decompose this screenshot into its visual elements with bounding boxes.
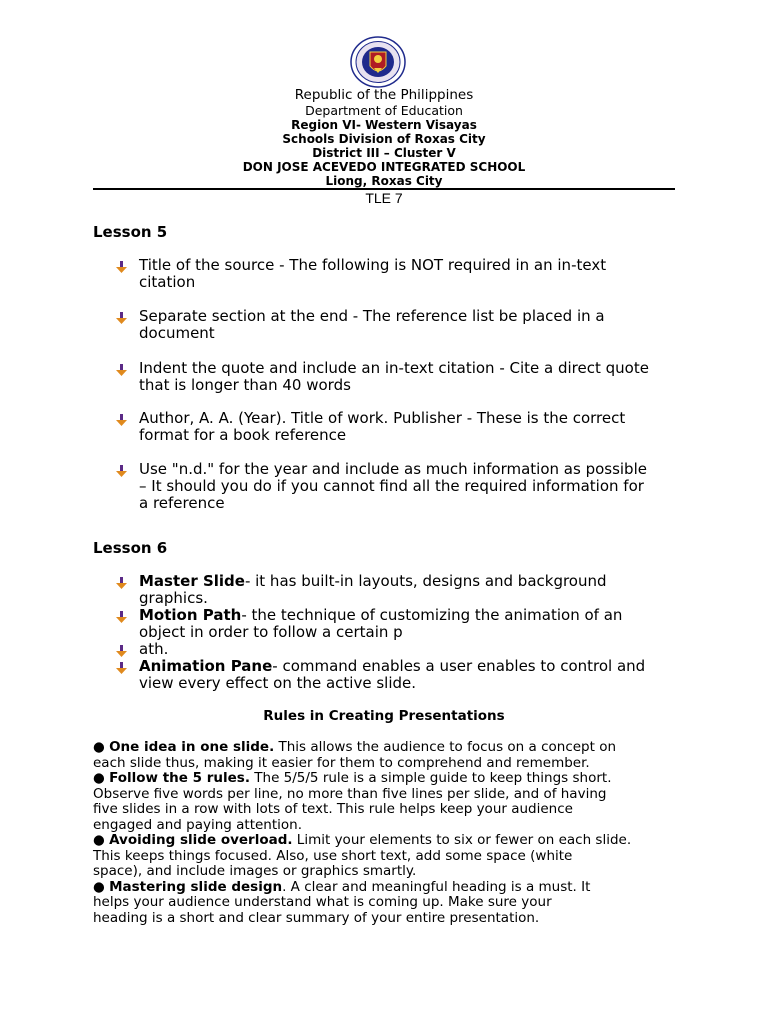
rule-item-1	[93, 740, 673, 756]
rule-item-1-line2: each slide thus, making it easier for them to comprehend and remember.	[93, 754, 590, 771]
term-motion-path: Motion Path	[139, 606, 242, 624]
lesson5-item-2-line1: Separate section at the end - The reference list be placed in a	[139, 307, 605, 325]
lesson-5-title: Lesson 5	[93, 223, 168, 241]
rule-heading: Follow the 5 rules.	[109, 770, 250, 786]
bullet-dot: ●	[93, 832, 105, 848]
rule-text: Limit your elements to six or fewer on each slide.	[292, 832, 632, 848]
rule-item-2-line2: Observe five words per line, no more than five lines per slide, and of having	[93, 785, 607, 802]
header-department: Department of Education	[305, 103, 463, 118]
deped-seal-logo	[349, 36, 407, 88]
rule-text: . A clear and meaningful heading is a must. It	[282, 878, 591, 895]
lesson5-item-3-line1: Indent the quote and include an in-text citation - Cite a direct quote	[139, 359, 649, 377]
arrow-bullet-icon	[116, 645, 127, 657]
rule-item-4	[93, 880, 673, 896]
rule-item-3	[93, 833, 673, 849]
lesson5-item-1-line2: citation	[139, 273, 196, 291]
rule-heading: One idea in one slide.	[109, 739, 275, 755]
lesson6-item-1-line2: graphics.	[139, 589, 208, 607]
lesson6-item-1-line1	[139, 573, 679, 590]
rule-item-2-line3: five slides in a row with lots of text. This rule helps keep your audience	[93, 801, 573, 817]
lesson5-item-5-line3: a reference	[139, 494, 225, 512]
rule-text: The 5/5/5 rule is a simple guide to keep things short.	[249, 770, 612, 786]
arrow-bullet-icon	[116, 662, 127, 674]
rule-item-2-line4: engaged and paying attention.	[93, 816, 302, 833]
definition-text: - it has built-in layouts, designs and background	[244, 572, 607, 590]
lesson5-item-4-line2: format for a book reference	[139, 426, 347, 444]
rule-item-3-line3: space), and include images or graphics smartly.	[93, 863, 417, 879]
definition-text: - the technique of customizing the animation of an	[241, 606, 623, 624]
rule-item-4-line3: heading is a short and clear summary of your entire presentation.	[93, 909, 540, 926]
rule-item-4-line2: helps your audience understand what is coming up. Make sure your	[93, 894, 552, 910]
rule-item-3-line2: This keeps things focused. Also, use short text, add some space (white	[93, 847, 573, 864]
lesson6-item-4-line1	[139, 658, 679, 675]
bullet-dot: ●	[93, 739, 105, 755]
header-division: Schools Division of Roxas City	[282, 132, 486, 146]
lesson6-item-4-line2: view every effect on the active slide.	[139, 674, 417, 692]
header-location: Liong, Roxas City	[325, 174, 443, 188]
arrow-bullet-icon	[116, 261, 127, 273]
rules-title: Rules in Creating Presentations	[263, 708, 505, 724]
arrow-bullet-icon	[116, 414, 127, 426]
bullet-dot: ●	[93, 878, 105, 895]
rule-item-2	[93, 771, 673, 787]
subject-title: TLE 7	[365, 190, 403, 206]
rule-heading: Avoiding slide overload.	[109, 832, 293, 848]
term-animation-pane: Animation Pane	[139, 657, 273, 675]
lesson6-item-2-line2: object in order to follow a certain p	[139, 623, 403, 641]
rules-list	[93, 740, 673, 926]
arrow-bullet-icon	[116, 364, 127, 376]
header-school-name: DON JOSE ACEVEDO INTEGRATED SCHOOL	[242, 160, 526, 174]
lesson5-item-1-line1: Title of the source - The following is NOT required in an in-text	[139, 256, 607, 274]
header-republic: Republic of the Philippines	[294, 87, 474, 103]
arrow-bullet-icon	[116, 465, 127, 477]
lesson6-item-2-line1	[139, 607, 679, 624]
lesson5-item-3-line2: that is longer than 40 words	[139, 376, 351, 394]
lesson5-item-2-line2: document	[139, 324, 215, 342]
header-region: Region VI- Western Visayas	[291, 118, 477, 132]
rule-heading: Mastering slide design	[109, 878, 283, 895]
rule-text: This allows the audience to focus on a concept on	[274, 739, 617, 755]
arrow-bullet-icon	[116, 577, 127, 589]
definition-text: - command enables a user enables to control and	[272, 657, 646, 675]
lesson5-item-5-line2: – It should you do if you cannot find all the required information for	[139, 477, 644, 495]
lesson-6-title: Lesson 6	[93, 539, 168, 557]
header-district: District III – Cluster V	[312, 146, 456, 160]
lesson6-item-3-line1: ath.	[139, 640, 169, 658]
lesson5-item-5-line1: Use "n.d." for the year and include as much information as possible	[139, 460, 647, 478]
term-master-slide: Master Slide	[139, 572, 245, 590]
arrow-bullet-icon	[116, 312, 127, 324]
bullet-dot: ●	[93, 770, 105, 786]
arrow-bullet-icon	[116, 611, 127, 623]
lesson5-item-4-line1: Author, A. A. (Year). Title of work. Publisher - These is the correct	[139, 409, 626, 427]
